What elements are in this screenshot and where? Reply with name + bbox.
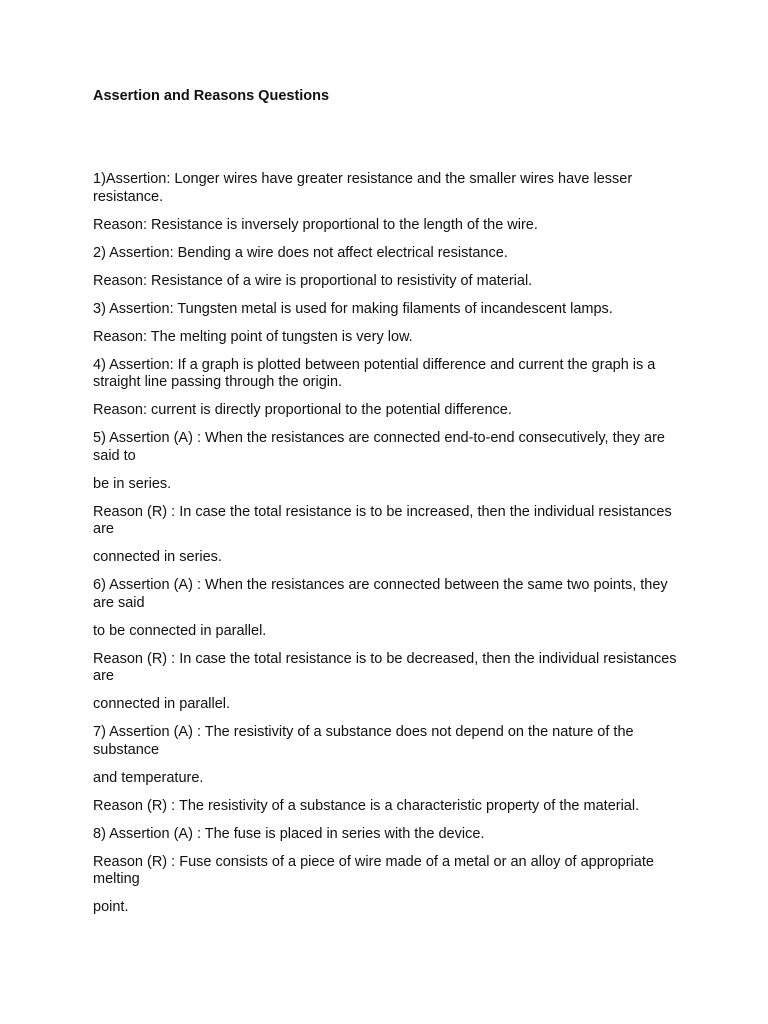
paragraph: to be connected in parallel. xyxy=(93,622,267,639)
paragraph: Reason: current is directly proportional to the potential difference. xyxy=(93,402,512,418)
paragraph: connected in series. xyxy=(93,549,222,565)
paragraph: Reason: Resistance is inversely proportional to the length of the wire. xyxy=(93,216,538,233)
paragraph: 5) Assertion (A) : When the resistances are connected end-to-end consecutively, they are said to xyxy=(93,430,665,464)
paragraph: 4) Assertion: If a graph is plotted between potential difference and current the graph is a straight line passing through the origin. xyxy=(93,356,656,390)
paragraph: Reason (R) : In case the total resistance is to be increased, then the individual resistances are xyxy=(93,503,672,537)
paragraph: Reason: Resistance of a wire is proportional to resistivity of material. xyxy=(93,272,533,289)
paragraph: be in series. xyxy=(93,475,172,492)
paragraph: 2) Assertion: Bending a wire does not affect electrical resistance. xyxy=(93,244,508,261)
paragraph: and temperature. xyxy=(93,769,204,786)
document-body xyxy=(93,171,683,927)
paragraph: point. xyxy=(93,899,129,915)
paragraph: 7) Assertion (A) : The resistivity of a substance does not depend on the nature of the substance xyxy=(93,724,634,758)
paragraph: 3) Assertion: Tungsten metal is used for making filaments of incandescent lamps. xyxy=(93,300,613,317)
document-title: Assertion and Reasons Questions xyxy=(93,88,330,104)
paragraph: Reason (R) : The resistivity of a substance is a characteristic property of the material. xyxy=(93,797,640,814)
paragraph: connected in parallel. xyxy=(93,696,231,712)
paragraph: 6) Assertion (A) : When the resistances are connected between the same two points, they are said xyxy=(93,577,668,611)
paragraph: 1)Assertion: Longer wires have greater resistance and the smaller wires have lesser resistance. xyxy=(93,171,633,205)
paragraph: Reason: The melting point of tungsten is very low. xyxy=(93,328,413,345)
paragraph: 8) Assertion (A) : The fuse is placed in series with the device. xyxy=(93,825,485,842)
paragraph: Reason (R) : In case the total resistance is to be decreased, then the individual resistances are xyxy=(93,650,677,684)
paragraph: Reason (R) : Fuse consists of a piece of wire made of a metal or an alloy of appropriate melting xyxy=(93,853,654,887)
